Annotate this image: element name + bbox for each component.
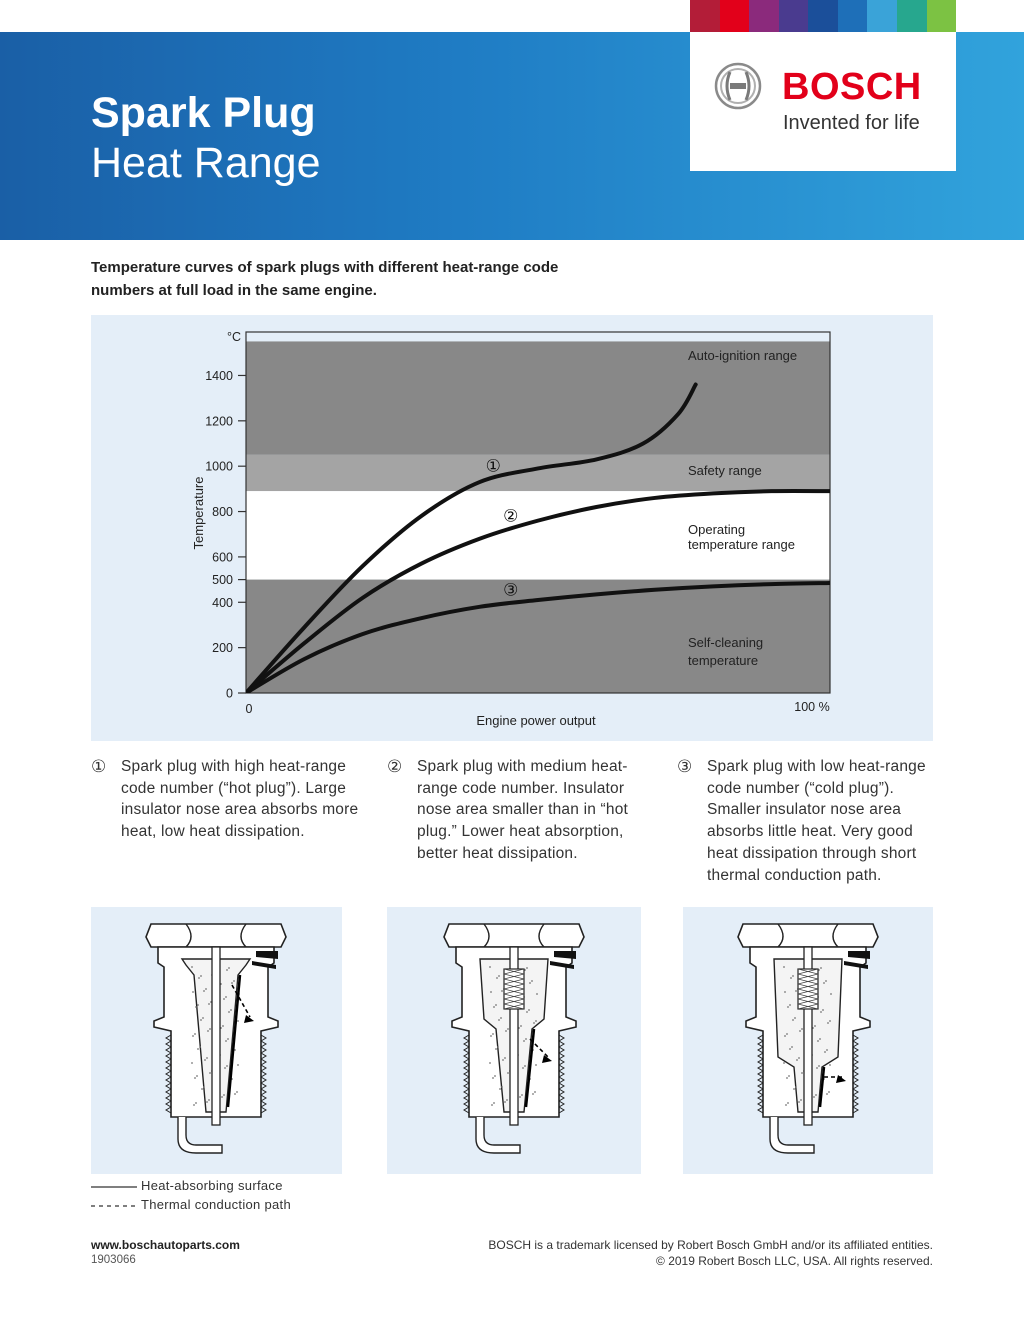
footer-doc-number: 1903066	[91, 1254, 136, 1266]
x-tick-label-100: 100 %	[794, 700, 830, 714]
dashed-line-icon	[91, 1202, 137, 1210]
page-subtitle: Heat Range	[91, 139, 321, 187]
plug-figure-medium	[387, 907, 641, 1174]
brand-stripe-segment-3	[779, 0, 809, 32]
key-dashed-label: Thermal conduction path	[141, 1197, 291, 1212]
y-tick-label-500: 500	[212, 573, 233, 588]
y-tick-label-800: 800	[212, 505, 233, 520]
y-tick-label-1000: 1000	[205, 459, 233, 474]
y-tick-label-400: 400	[212, 595, 233, 610]
legend-text: Spark plug with medium heat-range code number. Insulator nose area smaller than in “hot plug.” Lower heat absorption, better heat dissipation.	[417, 758, 629, 862]
chart-region-label-0: Auto-ignition range	[688, 348, 798, 363]
chart-caption: Temperature curves of spark plugs with different heat-range code numbers at full load in the same engine.	[91, 259, 559, 299]
x-axis-label: Engine power output	[476, 713, 596, 728]
hot-spark-plug-cutaway-icon	[91, 907, 342, 1174]
page-title: Spark Plug	[91, 89, 316, 137]
solid-line-icon	[91, 1183, 137, 1191]
legend-number: ①	[91, 757, 107, 776]
series-label-2: ②	[503, 506, 519, 527]
bosch-logo	[690, 32, 956, 171]
footer-trademark: BOSCH is a trademark licensed by Robert Bosch GmbH and/or its affiliated entities.	[488, 1238, 933, 1252]
legend-number: ②	[387, 757, 403, 776]
plug-hex-nut	[444, 924, 584, 947]
brand-stripe-segment-0	[690, 0, 720, 32]
cold-spark-plug-cutaway-icon	[683, 907, 933, 1174]
plug-center-electrode	[212, 947, 220, 1125]
plug-figure-hot	[91, 907, 342, 1174]
brand-stripe-segment-8	[927, 0, 957, 32]
key-dashed	[91, 1197, 291, 1212]
legend-text: Spark plug with low heat-range code number (“cold plug”). Smaller insulator nose area absorbs little heat. Very good heat dissipation through short thermal conduction path.	[707, 758, 926, 884]
plug-hex-nut	[146, 924, 286, 947]
y-axis-label: Temperature	[191, 476, 206, 550]
medium-spark-plug-cutaway-icon	[387, 907, 641, 1174]
legend-text: Spark plug with high heat-range code number (“hot plug”). Large insulator nose area absorbs more heat, low heat dissipation.	[121, 758, 359, 841]
logo-wordmark: BOSCH	[782, 66, 922, 108]
series-label-1: ①	[485, 456, 501, 477]
brand-stripe-segment-7	[897, 0, 927, 32]
series-label-3: ③	[503, 580, 519, 601]
y-axis-unit: °C	[226, 330, 242, 344]
chart-region-label-2: Operating temperature range	[688, 522, 795, 552]
key-solid	[91, 1178, 283, 1193]
y-tick-label-1400: 1400	[205, 368, 233, 383]
chart-region-label-3: Self-cleaning temperature	[688, 635, 764, 668]
chart-region-label-1: Safety range	[688, 463, 762, 478]
key-solid-label: Heat-absorbing surface	[141, 1178, 283, 1193]
footer-copyright: © 2019 Robert Bosch LLC, USA. All rights reserved.	[656, 1254, 933, 1268]
temperature-chart	[91, 315, 933, 741]
plug-figure-cold	[683, 907, 933, 1174]
plug-hex-nut	[738, 924, 878, 947]
legend-number: ③	[677, 757, 693, 776]
brand-stripe-segment-5	[838, 0, 868, 32]
y-tick-label-0: 0	[226, 686, 233, 701]
footer-url: www.boschautoparts.com	[91, 1238, 240, 1252]
brand-stripe-segment-2	[749, 0, 779, 32]
brand-color-stripe	[690, 0, 956, 32]
logo-tagline: Invented for life	[783, 112, 920, 134]
y-tick-label-200: 200	[212, 641, 233, 656]
brand-stripe-segment-4	[808, 0, 838, 32]
x-tick-label-0: 0	[245, 702, 253, 716]
bosch-armature-icon	[714, 62, 762, 110]
brand-stripe-segment-6	[867, 0, 897, 32]
brand-stripe-segment-1	[720, 0, 750, 32]
y-tick-label-600: 600	[212, 550, 233, 565]
y-tick-label-1200: 1200	[205, 414, 233, 429]
